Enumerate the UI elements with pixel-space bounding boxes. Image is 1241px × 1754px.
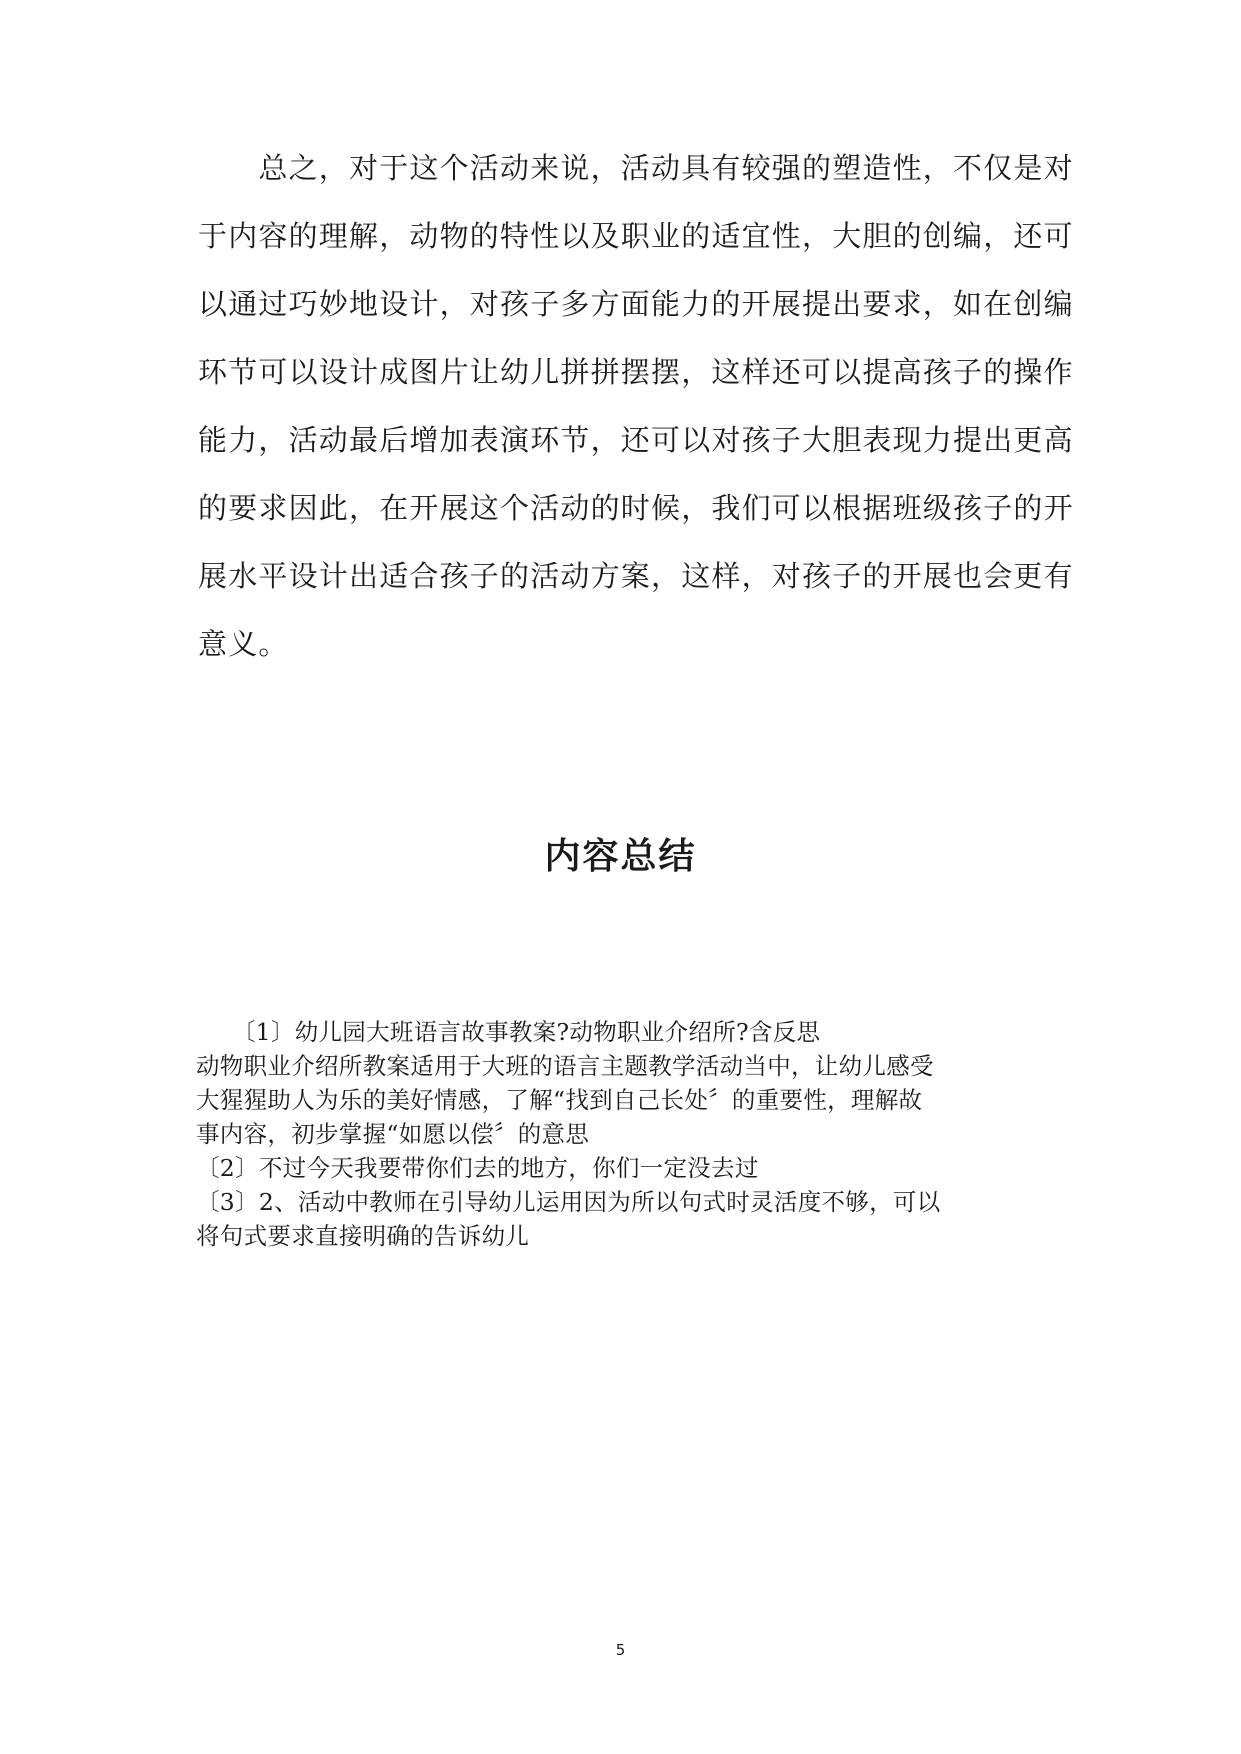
summary-line: 大猩猩助人为乐的美好情感，了解“找到自己长处〞的重要性，理解故 [196, 1086, 923, 1114]
body-line: 意义。 [198, 627, 289, 661]
summary-line: 动物职业介绍所教案适用于大班的语言主题教学活动当中，让幼儿感受 [196, 1052, 934, 1080]
body-line: 环节可以设计成图片让幼儿拼拼摆摆，这样还可以提高孩子的操作 [198, 355, 1074, 389]
body-line: 于内容的理解，动物的特性以及职业的适宜性，大胆的创编，还可 [198, 219, 1074, 253]
summary-line: 〔3〕2、活动中教师在引导幼儿运用因为所以句式时灵活度不够，可以 [196, 1188, 941, 1216]
summary-line: 〔2〕不过今天我要带你们去的地方，你们一定没去过 [196, 1154, 759, 1182]
summary-line: 将句式要求直接明确的告诉幼儿 [196, 1222, 530, 1250]
body-line: 以通过巧妙地设计，对孩子多方面能力的开展提出要求，如在创编 [198, 287, 1074, 321]
body-line: 的要求因此，在开展这个活动的时候，我们可以根据班级孩子的开 [198, 491, 1074, 525]
section-title: 内容总结 [544, 836, 697, 877]
summary-line: 〔1〕幼儿园大班语言故事教案?动物职业介绍所?含反思 [196, 1018, 821, 1046]
body-line: 总之，对于这个活动来说，活动具有较强的塑造性，不仅是对 [198, 151, 1074, 185]
body-line: 展水平设计出适合孩子的活动方案，这样，对孩子的开展也会更有 [198, 559, 1074, 593]
summary-line: 事内容，初步掌握“如愿以偿〞的意思 [196, 1120, 590, 1148]
body-line: 能力，活动最后增加表演环节，还可以对孩子大胆表现力提出更高 [198, 423, 1074, 457]
page-number: 5 [615, 1641, 626, 1659]
